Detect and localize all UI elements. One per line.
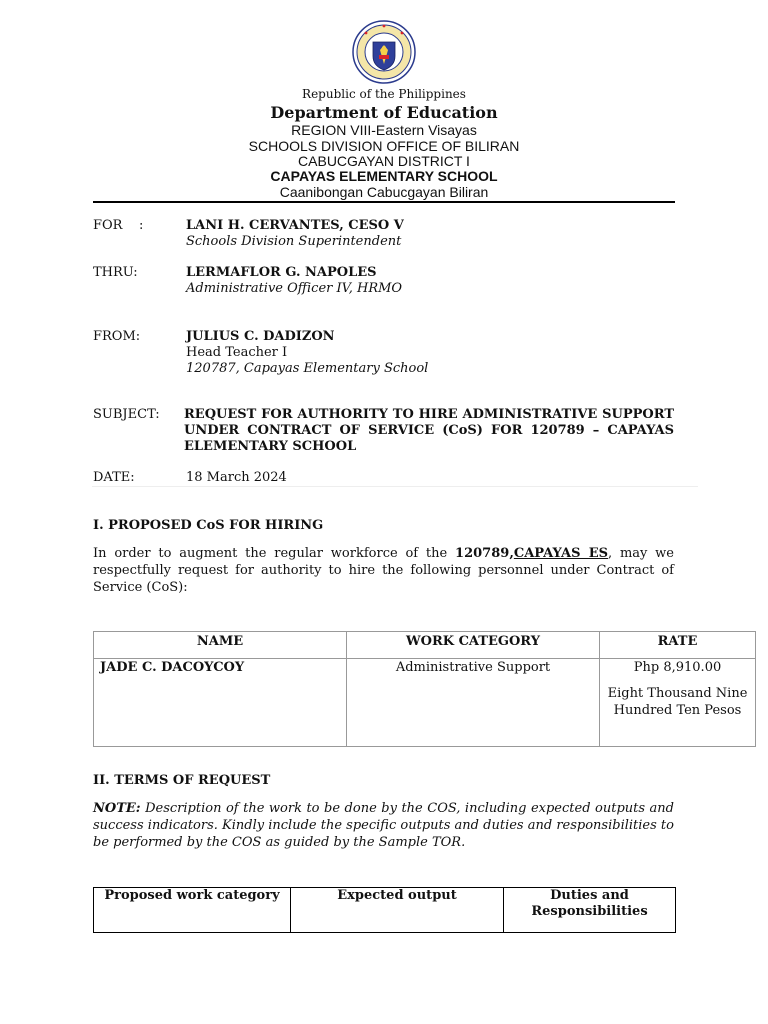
col-header-name: NAME: [94, 632, 347, 659]
table-row: [94, 659, 756, 747]
section1-paragraph: [93, 545, 674, 596]
school-short-bold: CAPAYAS ES: [513, 546, 608, 561]
rate-words: Eight Thousand Nine Hundred Ten Pesos: [607, 686, 748, 718]
school-name: CAPAYAS ELEMENTARY SCHOOL: [270, 168, 498, 184]
deped-seal: [350, 20, 418, 84]
header-divider: [93, 201, 675, 203]
from-school: 120787, Capayas Elementary School: [186, 361, 429, 376]
para-text-post: , may we respectfully request for authority to hire the following personnel under Contract of Service (CoS):: [93, 546, 675, 595]
from-name: JULIUS C. DADIZON: [186, 329, 335, 344]
school-id-bold: 120789,: [455, 546, 514, 561]
subject-label: SUBJECT:: [93, 407, 160, 422]
school-address: Caanibongan Cabucgayan Biliran: [279, 184, 489, 200]
cell-category: Administrative Support: [347, 659, 600, 747]
division-line: SCHOOLS DIVISION OFFICE OF BILIRAN: [248, 138, 520, 154]
col-header-work-category: Proposed work category: [94, 888, 291, 933]
region-line: REGION VIII-Eastern Visayas: [291, 122, 477, 138]
for-title: Schools Division Superintendent: [186, 234, 402, 249]
col-header-category: WORK CATEGORY: [347, 632, 600, 659]
from-label: FROM:: [93, 329, 141, 344]
for-name: LANI H. CERVANTES, CESO V: [186, 218, 404, 233]
cos-table: [93, 631, 756, 747]
from-title: Head Teacher I: [186, 345, 288, 360]
rate-amount: Php 8,910.00: [633, 660, 722, 675]
note-label: NOTE:: [93, 801, 141, 816]
cell-rate: [600, 659, 756, 747]
section1-heading: I. PROPOSED CoS FOR HIRING: [93, 518, 324, 533]
date-value: 18 March 2024: [186, 470, 287, 485]
for-label: FOR :: [93, 218, 144, 233]
republic-line: Republic of the Philippines: [302, 87, 466, 101]
district-line: CABUCGAYAN DISTRICT I: [298, 153, 470, 169]
col-header-duties: Duties and Responsibilities: [504, 888, 676, 933]
department-title: Department of Education: [270, 103, 498, 122]
col-header-rate: RATE: [600, 632, 756, 659]
date-label: DATE:: [93, 470, 135, 485]
subject-text: REQUEST FOR AUTHORITY TO HIRE ADMINISTRATIVE SUPPORT UNDER CONTRACT OF SERVICE (CoS) FOR 120789 – CAPAYAS ELEMENTARY SCHOOL: [184, 407, 674, 454]
thru-name: LERMAFLOR G. NAPOLES: [186, 265, 377, 280]
note-paragraph: [93, 800, 674, 851]
date-divider: [92, 486, 698, 487]
terms-table: [93, 887, 676, 933]
section2-heading: II. TERMS OF REQUEST: [93, 773, 271, 788]
para-text-pre: In order to augment the regular workforce of the: [93, 546, 456, 561]
thru-title: Administrative Officer IV, HRMO: [186, 281, 403, 296]
note-text: Description of the work to be done by the COS, including expected outputs and success indicators. Kindly include the specific outputs and duties and responsibilities to be performed by the COS as guided by the Sample TOR.: [93, 801, 674, 850]
thru-label: THRU:: [93, 265, 138, 280]
cell-name: JADE C. DACOYCOY: [94, 659, 347, 747]
col-header-expected-output: Expected output: [291, 888, 504, 933]
